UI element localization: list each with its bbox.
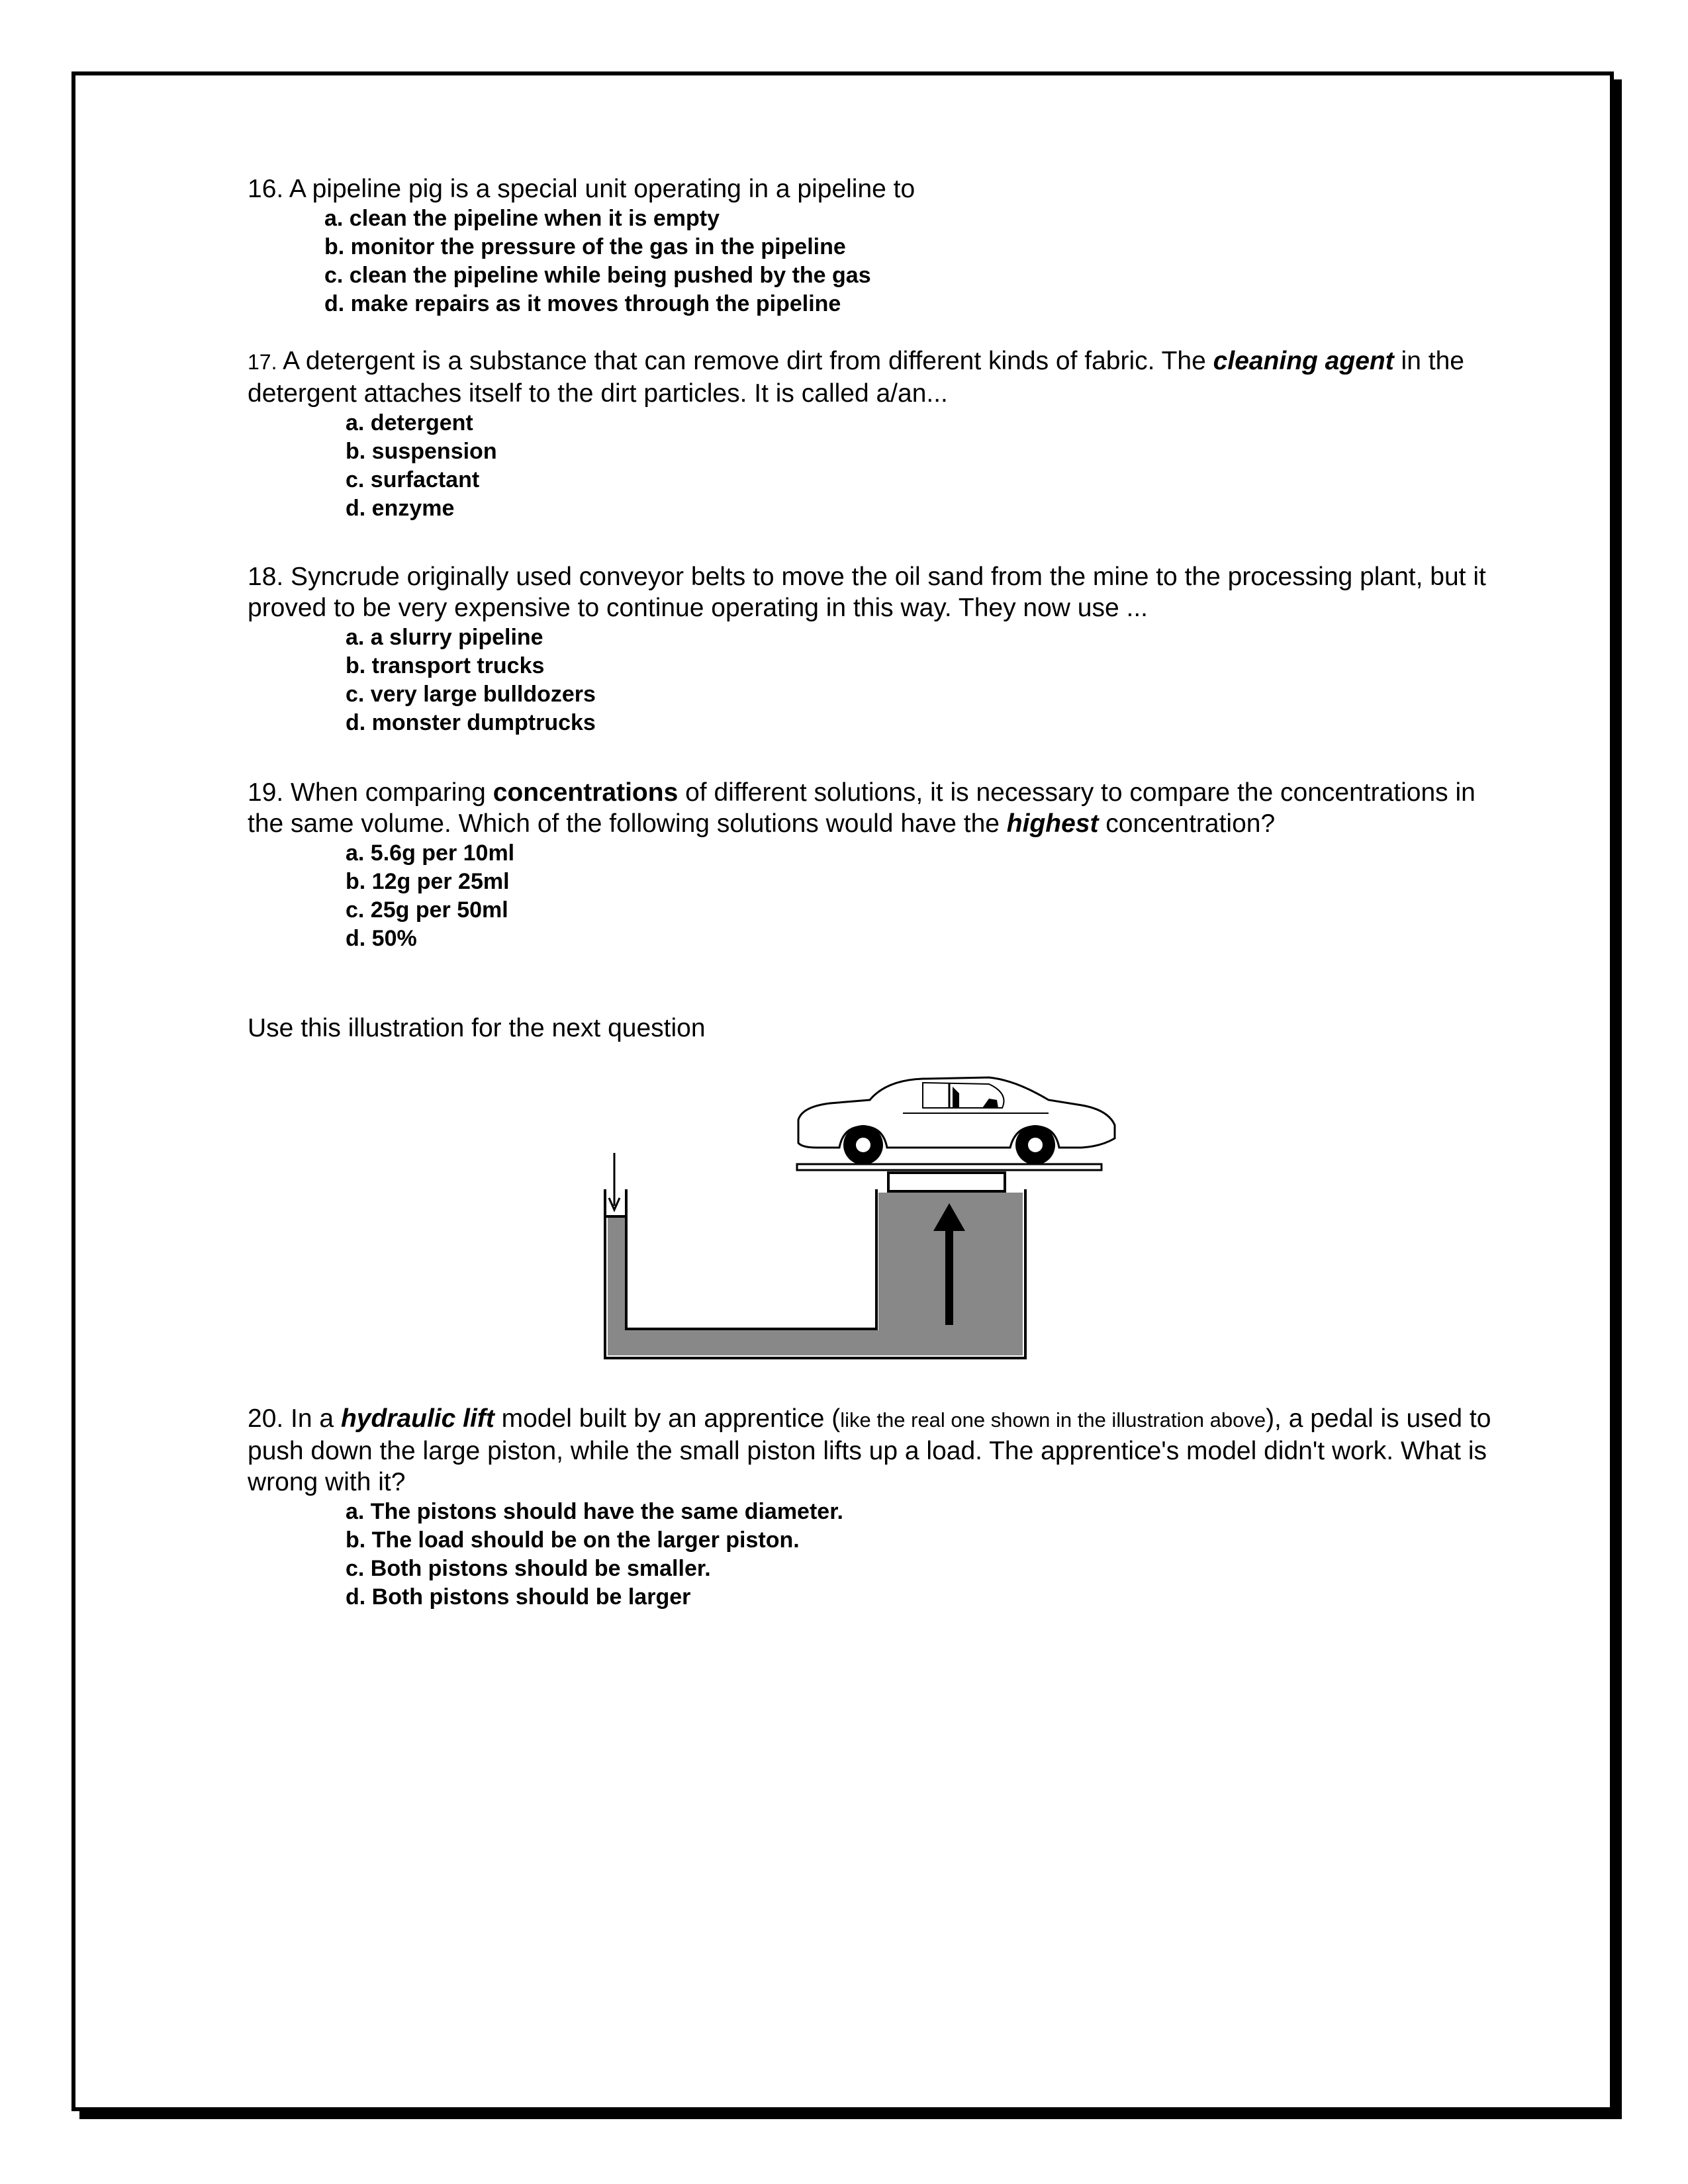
question-17-option-b[interactable]: b. suspension <box>346 439 497 464</box>
question-17 <box>248 345 1505 523</box>
question-17-emphasis: cleaning agent <box>1213 347 1394 375</box>
question-20-option-d[interactable]: d. Both pistons should be larger <box>346 1584 691 1610</box>
question-17-number: 17. <box>248 350 277 374</box>
question-16-options <box>324 205 915 318</box>
question-17-text-a: A detergent is a substance that can remove dirt from different kinds of fabric. The <box>277 347 1213 375</box>
question-19-bold: concentrations <box>492 778 679 807</box>
question-20-options <box>346 1498 1505 1612</box>
question-16-option-b[interactable]: b. monitor the pressure of the gas in the pipeline <box>324 234 846 259</box>
hydraulic-lift-illustration <box>592 1073 1373 1365</box>
question-20-text-a: 20. In a <box>248 1404 341 1433</box>
question-17-option-a[interactable]: a. detergent <box>346 410 473 435</box>
question-20-emphasis: hydraulic lift <box>340 1404 494 1433</box>
question-18-option-b[interactable]: b. transport trucks <box>346 653 545 678</box>
question-18-option-c[interactable]: c. very large bulldozers <box>346 682 596 707</box>
question-17-options <box>346 409 1505 523</box>
question-19-text-c: concentration? <box>1098 809 1276 838</box>
question-19-text-a: 19. When comparing <box>248 778 493 807</box>
question-19-options <box>346 839 1505 953</box>
question-19-text-b: of different solutions, it is necessary to compare the concentrations in the same volume. Which of the following solutions would have the <box>248 778 1476 838</box>
question-19 <box>248 777 1505 953</box>
question-18-options <box>346 623 1505 737</box>
question-20-text-c: ), a pedal is used to push down the large piston, while the small piston lifts up a load. The apprentice's model didn't work. What is wrong with it? <box>248 1404 1491 1496</box>
question-17-option-d[interactable]: d. enzyme <box>346 496 455 521</box>
car-hub-front <box>855 1137 871 1153</box>
small-column-wall <box>626 1189 876 1329</box>
question-16-stem: 16. A pipeline pig is a special unit operating in a pipeline to <box>248 175 915 203</box>
hydraulic-fluid <box>608 1193 1023 1355</box>
up-arrow-shaft <box>945 1226 953 1325</box>
large-piston <box>888 1173 1005 1191</box>
question-20-stem <box>248 1403 1505 1498</box>
question-19-option-c[interactable]: c. 25g per 50ml <box>346 897 508 923</box>
question-16-option-a[interactable]: a. clean the pipeline when it is empty <box>324 206 720 231</box>
question-20-option-c[interactable]: c. Both pistons should be smaller. <box>346 1556 711 1581</box>
illustration-note: Use this illustration for the next question <box>248 1014 706 1042</box>
question-17-stem <box>248 345 1505 409</box>
question-18-option-d[interactable]: d. monster dumptrucks <box>346 710 596 735</box>
question-17-text-b: in the detergent attaches itself to the dirt particles. It is called a/an... <box>248 347 1464 408</box>
question-20 <box>248 1403 1505 1612</box>
question-20-text-b: model built by an apprentice ( <box>494 1404 841 1433</box>
question-19-stem <box>248 777 1505 839</box>
question-20-aside: like the real one shown in the illustration above <box>840 1408 1266 1432</box>
question-16-option-d[interactable]: d. make repairs as it moves through the pipeline <box>324 291 841 316</box>
question-20-option-b[interactable]: b. The load should be on the larger piston. <box>346 1527 800 1553</box>
question-18-stem: 18. Syncrude originally used conveyor belts to move the oil sand from the mine to the processing plant, but it proved to be very expensive to continue operating in this way. They now use ... <box>248 563 1486 622</box>
question-19-option-d[interactable]: d. 50% <box>346 926 417 951</box>
lift-platform <box>797 1164 1102 1170</box>
question-18-option-a[interactable]: a. a slurry pipeline <box>346 625 543 650</box>
question-17-option-c[interactable]: c. surfactant <box>346 467 480 492</box>
car-hub-rear <box>1027 1137 1043 1153</box>
question-20-option-a[interactable]: a. The pistons should have the same diameter. <box>346 1499 844 1524</box>
question-16 <box>248 173 915 318</box>
question-16-option-c[interactable]: c. clean the pipeline while being pushed by the gas <box>324 263 871 288</box>
question-19-option-a[interactable]: a. 5.6g per 10ml <box>346 841 515 866</box>
question-18 <box>248 561 1505 737</box>
question-19-emphasis: highest <box>1006 809 1099 838</box>
question-19-option-b[interactable]: b. 12g per 25ml <box>346 869 510 894</box>
